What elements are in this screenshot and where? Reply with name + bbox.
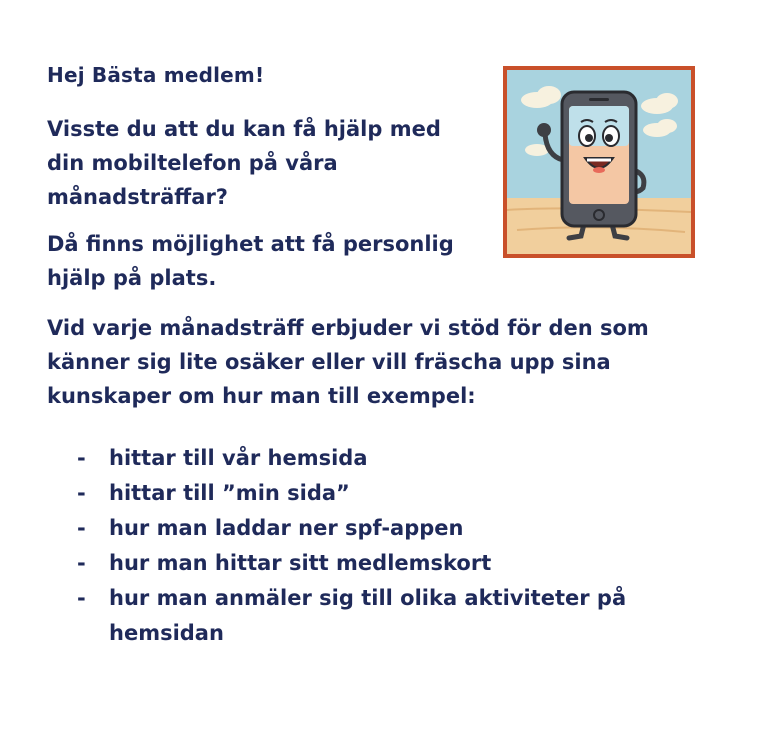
paragraph-monthly-support: Vid varje månadsträff erbjuder vi stöd för den som känner sig lite osäker eller vill fräscha upp sina kunskaper om hur man till exempel:: [47, 316, 649, 408]
phone-illustration: [507, 70, 691, 254]
list-item: [47, 441, 687, 476]
greeting: Hej Bästa medlem!: [47, 63, 265, 87]
topic-list: [47, 441, 687, 651]
list-item: [47, 581, 687, 651]
list-item-text: hittar till vår hemsida: [109, 446, 368, 470]
list-item: [47, 546, 687, 581]
list-item: [47, 476, 687, 511]
list-marker: -: [77, 516, 86, 540]
list-item-text: hur man hittar sitt medlemskort: [109, 551, 492, 575]
list-marker: -: [77, 551, 86, 575]
list-marker: -: [77, 446, 86, 470]
list-item: [47, 511, 687, 546]
list-item-text: hittar till ”min sida”: [109, 481, 350, 505]
smiling-phone-character-icon: [503, 66, 695, 258]
list-item-text: hur man laddar ner spf-appen: [109, 516, 464, 540]
paragraph-help-question: Visste du att du kan få hjälp med din mobiltelefon på våra månadsträffar?: [47, 117, 441, 209]
list-marker: -: [77, 586, 86, 610]
list-marker: -: [77, 481, 86, 505]
list-item-text: hur man anmäler sig till olika aktiviteter på hemsidan: [109, 586, 627, 645]
paragraph-personal-help: Då finns möjlighet att få personlig hjälp på plats.: [47, 232, 454, 290]
